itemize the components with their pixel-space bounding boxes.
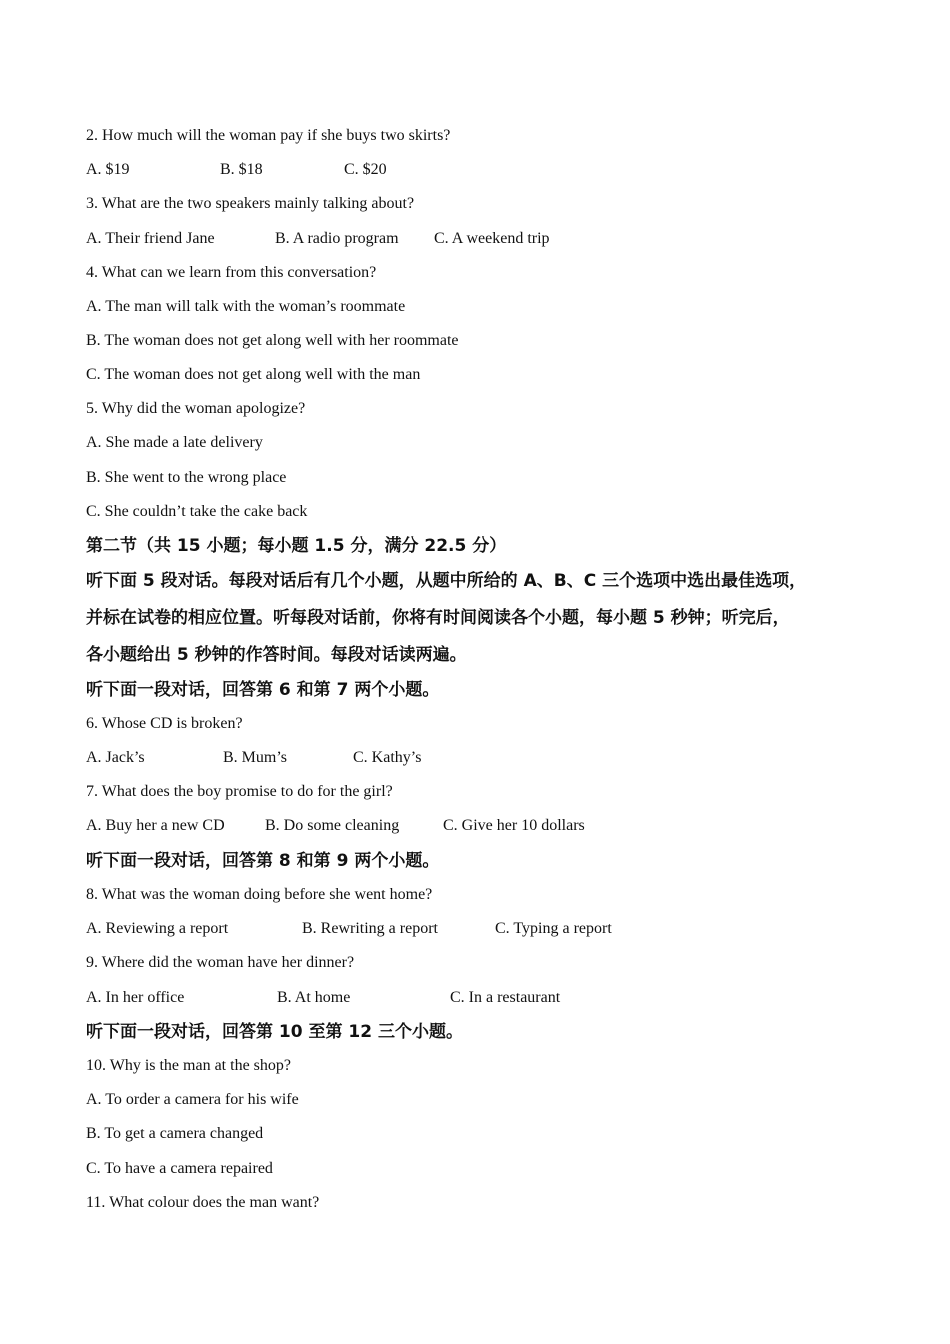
question-7: 7. What does the boy promise to do for the girl? [86,783,393,800]
question-2: 2. How much will the woman pay if she buys two skirts? [86,127,451,144]
question-5-option-a: A. She made a late delivery [86,434,263,451]
question-10-option-b: B. To get a camera changed [86,1125,264,1142]
instructions-line-1: 听下面 5 段对话。每段对话后有几个小题，从题中所给的 A、B、C 三个选项中选出最佳选项， [86,571,807,591]
instructions-line-3: 各小题给出 5 秒钟的作答时间。每段对话读两遍。 [86,645,467,665]
option-b: B. Mum’s [223,749,288,766]
option-a: A. Reviewing a report [86,920,229,937]
question-5: 5. Why did the woman apologize? [86,400,306,417]
question-4-option-b: B. The woman does not get along well with her roommate [86,332,459,349]
option-b: B. A radio program [275,230,399,247]
question-10-option-a: A. To order a camera for his wife [86,1091,299,1108]
option-a: A. In her office [86,989,185,1006]
option-c: C. Give her 10 dollars [443,817,585,834]
option-c: C. A weekend trip [434,230,550,247]
question-6: 6. Whose CD is broken? [86,715,243,732]
question-9: 9. Where did the woman have her dinner? [86,954,355,971]
dialog-heading-2: 听下面一段对话，回答第 8 和第 9 两个小题。 [86,851,440,871]
question-3: 3. What are the two speakers mainly talking about? [86,195,415,212]
option-c: C. Typing a report [495,920,612,937]
question-8: 8. What was the woman doing before she went home? [86,886,433,903]
option-c: C. Kathy’s [353,749,422,766]
question-5-option-b: B. She went to the wrong place [86,469,287,486]
question-4-option-a: A. The man will talk with the woman’s roommate [86,298,406,315]
question-4: 4. What can we learn from this conversation? [86,264,377,281]
option-b: B. Rewriting a report [302,920,438,937]
option-c: C. In a restaurant [450,989,561,1006]
question-10-option-c: C. To have a camera repaired [86,1160,273,1177]
option-a: A. Jack’s [86,749,145,766]
dialog-heading-3: 听下面一段对话，回答第 10 至第 12 三个小题。 [86,1022,463,1042]
question-10: 10. Why is the man at the shop? [86,1057,291,1074]
option-a: A. $19 [86,161,130,178]
option-b: B. At home [277,989,351,1006]
option-c: C. $20 [344,161,387,178]
option-a: A. Their friend Jane [86,230,215,247]
option-a: A. Buy her a new CD [86,817,225,834]
question-5-option-c: C. She couldn’t take the cake back [86,503,308,520]
instructions-line-2: 并标在试卷的相应位置。听每段对话前，你将有时间阅读各个小题，每小题 5 秒钟；听完后， [86,608,790,628]
question-11: 11. What colour does the man want? [86,1194,320,1211]
question-4-option-c: C. The woman does not get along well with the man [86,366,421,383]
section-title: 第二节（共 15 小题；每小题 1.5 分，满分 22.5 分） [86,536,507,556]
option-b: B. Do some cleaning [265,817,400,834]
dialog-heading-1: 听下面一段对话，回答第 6 和第 7 两个小题。 [86,680,440,700]
option-b: B. $18 [220,161,263,178]
